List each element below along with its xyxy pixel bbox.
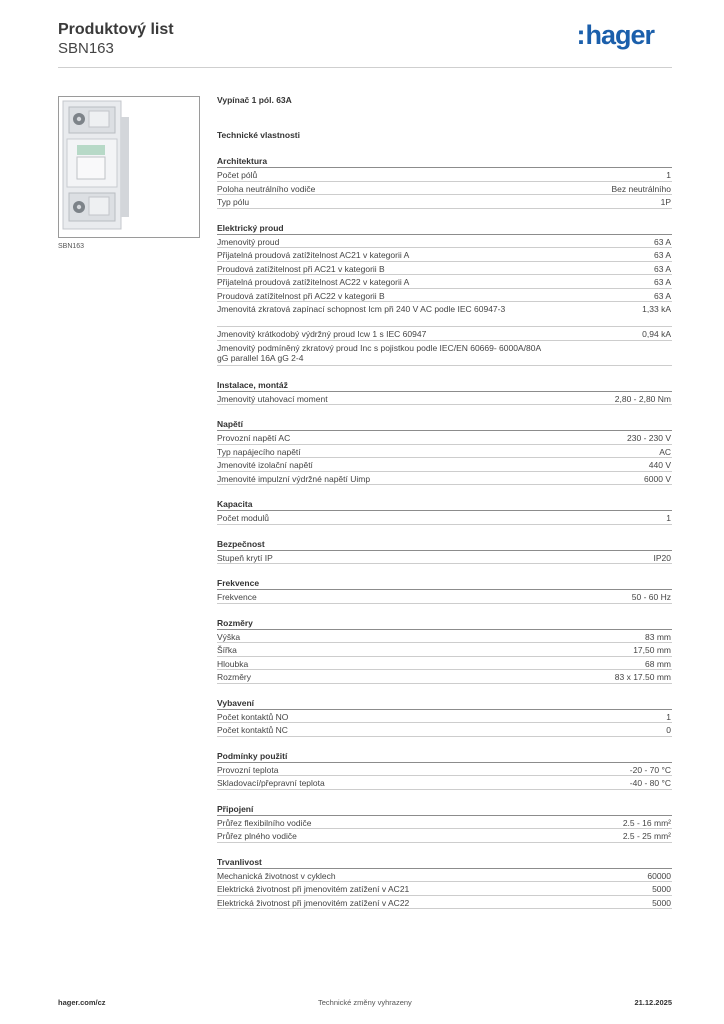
spec-row [217,630,672,644]
spec-label: Jmenovitý utahovací moment [217,393,328,404]
spec-label: Výška [217,631,241,642]
section-title: Vybavení [217,697,672,710]
spec-value: 63 A [653,290,671,301]
spec-section [217,155,672,209]
spec-row [217,168,672,182]
spec-sections [217,155,672,909]
product-description: Vypínač 1 pól. 63A [217,95,292,105]
spec-value: 0,94 kA [642,329,671,339]
spec-row [217,590,672,604]
footer-date: 21.12.2025 [634,998,672,1007]
spec-label: Typ pólu [217,197,250,207]
section-title: Rozměry [217,617,672,630]
spec-value: 5000 [652,897,671,908]
spec-row [217,431,672,445]
footer-website: hager.com/cz [58,998,106,1007]
spec-label: Jmenovité impulzní výdržné napětí Uimp [217,473,371,484]
spec-row [217,289,672,303]
spec-row [217,458,672,472]
spec-label: Hloubka [217,658,249,669]
spec-value: AC [659,446,671,457]
spec-label: Počet kontaktů NC [217,725,288,735]
spec-row [217,829,672,843]
spec-row [217,445,672,459]
section-title: Instalace, montáž [217,379,672,392]
spec-row [217,657,672,671]
switch-illustration [59,97,199,237]
logo-text: hager [585,20,654,50]
spec-label: Stupeň krytí IP [217,552,273,563]
section-title: Trvanlivost [217,856,672,869]
spec-label: Elektrická životnost při jmenovitém zatížení v AC22 [217,897,410,908]
spec-row [217,869,672,883]
spec-label: Rozměry [217,672,252,682]
spec-row [217,511,672,525]
hager-logo: :hager [576,20,654,50]
spec-value: 60000 [647,870,671,881]
spec-value: Bez neutrálního [611,183,671,194]
spec-label: Poloha neutrálního vodiče [217,183,316,194]
spec-label: Počet kontaktů NO [217,711,289,722]
spec-row [217,776,672,790]
page-header [58,20,672,58]
section-title: Elektrický proud [217,222,672,235]
spec-row [217,182,672,196]
spec-value: 50 - 60 Hz [631,592,671,602]
spec-label: Přijatelná proudová zatížitelnost AC21 v kategorii A [217,250,410,260]
spec-value: 83 x 17.50 mm [614,672,671,682]
spec-value: 2.5 - 16 mm² [622,817,671,828]
spec-value: 1 [666,711,671,722]
spec-label: Mechanická životnost v cyklech [217,870,336,881]
section-title: Bezpečnost [217,538,672,551]
spec-label: Jmenovitý proud [217,236,280,247]
spec-row [217,341,672,366]
spec-value: -20 - 70 °C [629,764,671,775]
spec-label: Provozní napětí AC [217,433,291,443]
spec-content [217,95,672,909]
spec-section [217,538,672,565]
spec-value: IP20 [653,552,671,563]
spec-section [217,498,672,525]
section-title: Napětí [217,418,672,431]
spec-label: Elektrická životnost při jmenovitém zatížení v AC21 [217,884,410,894]
spec-value: 1,33 kA [642,304,671,314]
footer-note: Technické změny vyhrazeny [318,998,412,1007]
spec-row [217,327,672,341]
spec-label: Skladovací/přepravní teplota [217,778,325,788]
spec-label: Počet modulů [217,513,269,523]
product-code: SBN163 [58,40,114,57]
spec-row [217,896,672,910]
spec-row [217,275,672,289]
spec-value: 68 mm [645,658,671,669]
spec-value: 63 A [653,263,671,274]
section-title: Kapacita [217,498,672,511]
spec-value: 2,80 - 2,80 Nm [614,393,671,404]
spec-value: 6000 V [644,473,671,484]
page-title: Produktový list [58,21,174,38]
spec-value: 2.5 - 25 mm² [622,831,671,841]
spec-value: 1 [666,170,671,180]
spec-row [217,723,672,737]
spec-row [217,551,672,565]
header-divider [58,67,672,68]
spec-label: Frekvence [217,592,257,602]
spec-label: Počet pólů [217,170,258,180]
spec-value: 5000 [652,884,671,894]
spec-row [217,262,672,276]
spec-row [217,472,672,486]
spec-label: Průřez flexibilního vodiče [217,817,312,828]
spec-row [217,195,672,209]
spec-section [217,617,672,684]
spec-section [217,418,672,485]
spec-row [217,670,672,684]
spec-label: Jmenovitý podmíněný zkratový proud Inc s pojistkou podle IEC/EN 60669- 6000A/80A gG parallel 16A gG 2-4 [217,342,541,363]
spec-section [217,379,672,406]
spec-section [217,697,672,737]
spec-label: Provozní teplota [217,764,279,775]
spec-section [217,577,672,604]
spec-label: Průřez plného vodiče [217,831,297,841]
spec-value: 440 V [648,460,671,470]
spec-value: 63 A [653,277,671,287]
spec-label: Jmenovitý krátkodobý výdržný proud Icw 1 s IEC 60947 [217,329,427,339]
spec-section [217,750,672,790]
spec-row [217,763,672,777]
spec-row [217,302,672,327]
spec-section [217,856,672,910]
section-title: Podmínky použití [217,750,672,763]
spec-label: Typ napájecího napětí [217,446,301,457]
spec-label: Šířka [217,645,237,655]
spec-row [217,710,672,724]
spec-value: 0 [666,725,671,735]
spec-value: -40 - 80 °C [629,778,671,788]
spec-label: Proudová zatížitelnost při AC21 v kategorii B [217,263,385,274]
spec-value: 17,50 mm [633,645,671,655]
spec-value: 1 [666,513,671,523]
spec-row [217,248,672,262]
section-title: Připojení [217,803,672,816]
section-title: Architektura [217,155,672,168]
spec-row [217,392,672,406]
spec-label: Jmenovitá zkratová zapínací schopnost Icm při 240 V AC podle IEC 60947-3 [217,304,506,314]
product-image [58,96,200,238]
image-caption: SBN163 [58,243,85,250]
spec-label: Jmenovité izolační napětí [217,460,313,470]
spec-row [217,235,672,249]
spec-value: 230 - 230 V [627,433,671,443]
spec-value: 1P [660,197,671,207]
spec-section [217,222,672,366]
spec-row [217,643,672,657]
spec-value: 63 A [653,236,671,247]
spec-heading: Technické vlastnosti [217,130,300,140]
section-title: Frekvence [217,577,672,590]
spec-row [217,882,672,896]
spec-label: Proudová zatížitelnost při AC22 v kategorii B [217,290,385,301]
spec-label: Přijatelná proudová zatížitelnost AC22 v kategorii A [217,277,410,287]
spec-value: 83 mm [645,631,671,642]
spec-section [217,803,672,843]
spec-row [217,816,672,830]
spec-value: 63 A [653,250,671,260]
